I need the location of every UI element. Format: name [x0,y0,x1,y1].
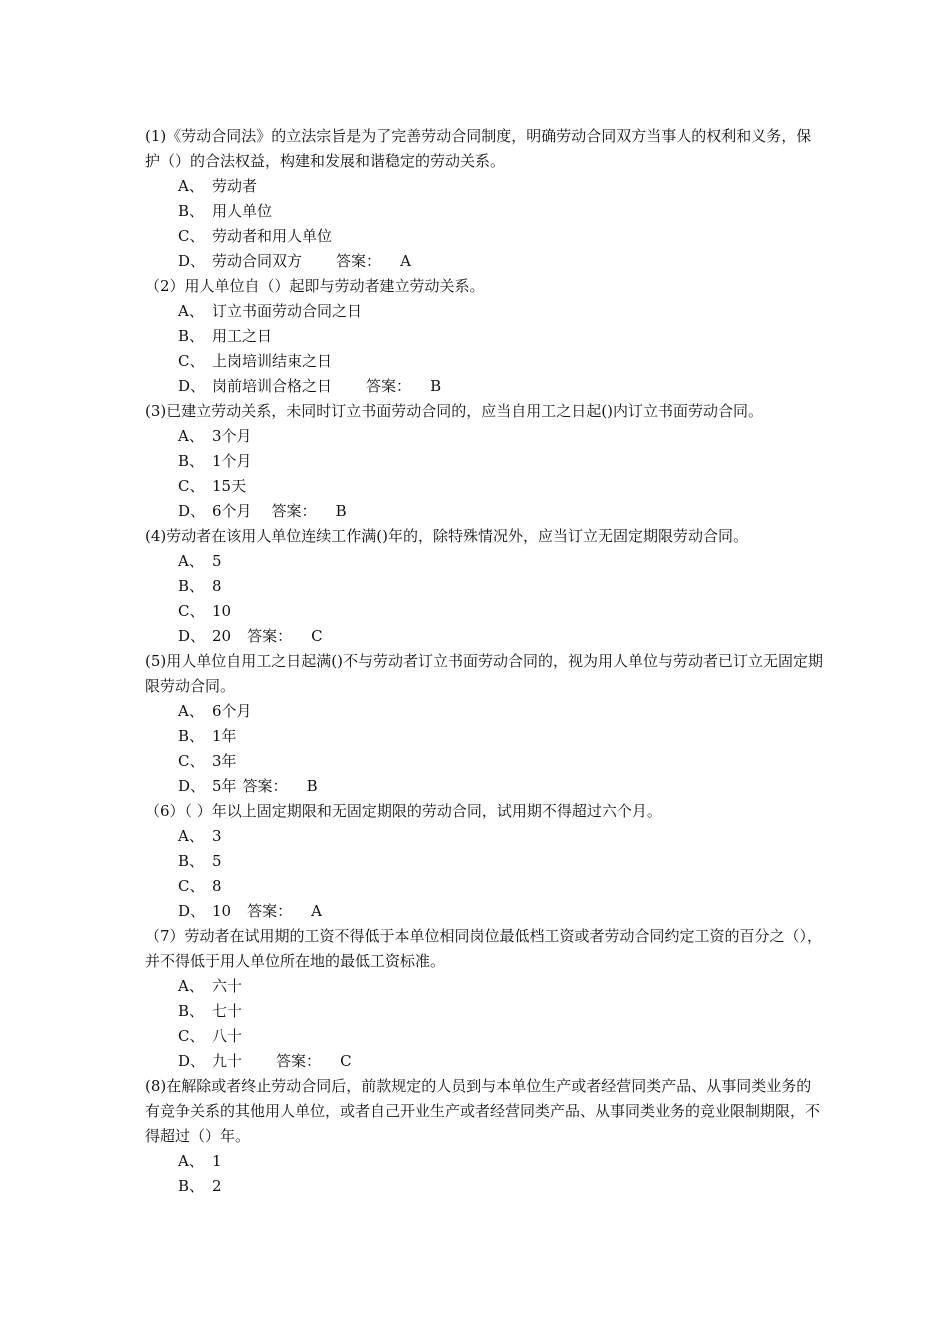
question-stem: (8)在解除或者终止劳动合同后，前款规定的人员到与本单位生产或者经营同类产品、从事同类业务的有竞争关系的其他用人单位，或者自己开业生产或者经营同类产品、从事同类业务的竞业限制期限，不得超过（）年。 [145,1077,821,1145]
option-text: 用人单位 [212,202,273,220]
answer-text: 答案： B [271,502,347,520]
option-d [145,374,825,399]
option-letter: B、 [178,852,205,870]
answer-text: 答案： C [247,627,323,645]
option-text: 8 [212,877,222,895]
option-letter: D、 [178,627,206,645]
option-text: 七十 [212,1002,243,1020]
option-letter: D、 [178,1052,206,1070]
question-5 [145,649,825,799]
option-text: 六十 [212,977,243,995]
option-text: 5年 [212,777,237,795]
option-d [145,1049,825,1074]
option-letter: A、 [178,177,204,195]
option-text: 订立书面劳动合同之日 [212,302,363,320]
option-b [145,1174,825,1199]
option-a [145,824,825,849]
option-a [145,549,825,574]
option-letter: A、 [178,302,204,320]
option-b [145,849,825,874]
question-stem: (5)用人单位自用工之日起满()不与劳动者订立书面劳动合同的，视为用人单位与劳动者已订立无固定期限劳动合同。 [145,652,823,695]
option-b [145,574,825,599]
option-text: 3 [212,827,222,845]
option-letter: A、 [178,827,204,845]
option-text: 10 [212,602,232,620]
option-b [145,324,825,349]
option-c [145,874,825,899]
option-letter: B、 [178,577,205,595]
option-letter: D、 [178,777,206,795]
option-letter: B、 [178,202,205,220]
option-letter: B、 [178,1002,205,1020]
option-letter: B、 [178,452,205,470]
option-letter: C、 [178,227,205,245]
option-a [145,974,825,999]
option-letter: C、 [178,877,205,895]
option-letter: D、 [178,377,206,395]
question-1 [145,124,825,274]
option-text: 6个月 [212,702,252,720]
question-stem: （7）劳动者在试用期的工资不得低于本单位相同岗位最低档工资或者劳动合同约定工资的百分之（），并不得低于用人单位所在地的最低工资标准。 [145,927,823,970]
option-text: 上岗培训结束之日 [212,352,333,370]
option-a [145,1149,825,1174]
question-4 [145,524,825,649]
option-letter: A、 [178,552,204,570]
question-stem: （2）用人单位自（）起即与劳动者建立劳动关系。 [145,277,485,295]
option-letter: B、 [178,327,205,345]
option-d [145,249,825,274]
option-text: 劳动合同双方 [212,252,303,270]
option-b [145,199,825,224]
option-d [145,774,825,799]
option-letter: B、 [178,727,205,745]
option-d [145,899,825,924]
option-d [145,624,825,649]
option-text: 1个月 [212,452,252,470]
option-letter: D、 [178,902,206,920]
option-c [145,599,825,624]
answer-text: 答案： C [276,1052,352,1070]
option-c [145,474,825,499]
option-text: 1年 [212,727,237,745]
option-letter: C、 [178,352,205,370]
option-letter: D、 [178,502,206,520]
question-stem: (4)劳动者在该用人单位连续工作满()年的，除特殊情况外，应当订立无固定期限劳动合同。 [145,527,748,545]
option-letter: C、 [178,602,205,620]
option-text: 2 [212,1177,222,1195]
option-text: 劳动者和用人单位 [212,227,333,245]
option-b [145,449,825,474]
question-3 [145,399,825,524]
option-text: 劳动者 [212,177,258,195]
option-b [145,999,825,1024]
option-letter: B、 [178,1177,205,1195]
option-letter: D、 [178,252,206,270]
option-letter: C、 [178,477,205,495]
option-c [145,224,825,249]
question-7 [145,924,825,1074]
option-text: 3年 [212,752,237,770]
question-stem: (3)已建立劳动关系，未同时订立书面劳动合同的，应当自用工之日起()内订立书面劳动合同。 [145,402,763,420]
option-letter: C、 [178,1027,205,1045]
option-a [145,699,825,724]
answer-text: 答案： B [366,377,442,395]
option-c [145,749,825,774]
option-text: 用工之日 [212,327,273,345]
option-text: 5 [212,852,222,870]
answer-text: 答案： A [336,252,411,270]
option-a [145,299,825,324]
question-2 [145,274,825,399]
option-d [145,499,825,524]
option-text: 8 [212,577,222,595]
question-stem: (1)《劳动合同法》的立法宗旨是为了完善劳动合同制度，明确劳动合同双方当事人的权利和义务，保护（）的合法权益，构建和发展和谐稳定的劳动关系。 [145,127,812,170]
option-text: 20 [212,627,232,645]
option-letter: C、 [178,752,205,770]
option-text: 15天 [212,477,247,495]
question-6 [145,799,825,924]
option-text: 九十 [212,1052,243,1070]
answer-text: 答案： A [247,902,322,920]
option-b [145,724,825,749]
option-c [145,1024,825,1049]
option-text: 5 [212,552,222,570]
answer-text: 答案： B [242,777,318,795]
option-letter: A、 [178,702,204,720]
option-text: 1 [212,1152,222,1170]
option-text: 八十 [212,1027,243,1045]
option-a [145,174,825,199]
option-text: 10 [212,902,232,920]
option-text: 岗前培训合格之日 [212,377,333,395]
option-a [145,424,825,449]
question-list [145,124,825,1199]
option-text: 3个月 [212,427,252,445]
option-letter: A、 [178,977,204,995]
option-letter: A、 [178,427,204,445]
question-stem: （6）（ ）年以上固定期限和无固定期限的劳动合同，试用期不得超过六个月。 [145,802,662,820]
option-c [145,349,825,374]
question-8 [145,1074,825,1199]
option-letter: A、 [178,1152,204,1170]
option-text: 6个月 [212,502,252,520]
